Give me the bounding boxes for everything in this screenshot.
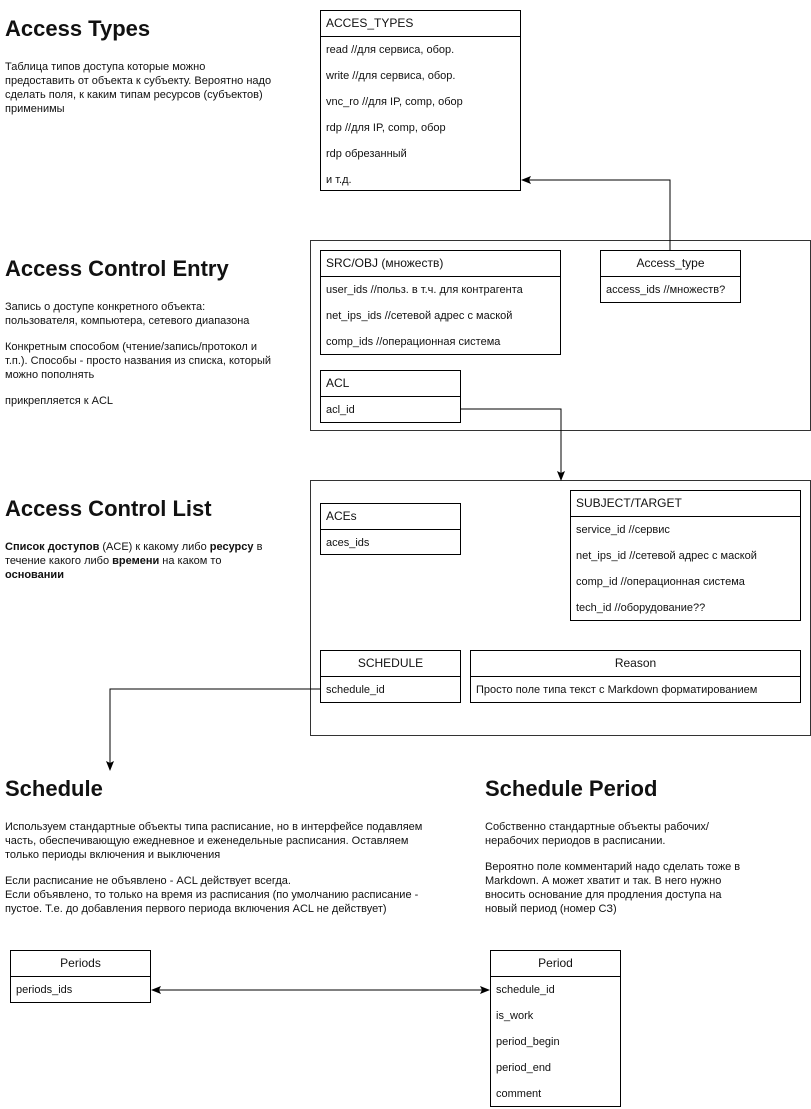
acl-desc-part-1: (ACE) к какому либо [99,541,210,553]
periods-title: Periods [11,951,150,977]
table-row: и т.д. [326,174,352,186]
schedule-period-desc-1: Собственно стандартные объекты рабочих/нерабочих периодов в расписании. [485,821,709,847]
table-row: vnc_ro //для IP, comp, обор [326,96,463,108]
table-row: rdp обрезанный [326,148,407,160]
table-row: net_ips_ids //сетевой адрес с маской [326,310,513,322]
table-row: aces_ids [326,537,370,549]
access-types-description [5,60,275,128]
table-row: period_end [496,1062,552,1074]
schedule-heading: Schedule [5,776,103,801]
acl-desc-bold-4: основании [5,569,64,581]
table-row: is_work [496,1010,534,1022]
table-row: rdp //для IP, comp, обор [326,122,446,134]
aces-table[interactable] [320,503,461,555]
table-row: access_ids //множеств? [606,284,726,296]
access-types-desc-text: Таблица типов доступа которые можно предоставить от объекта к субъекту. Вероятно надо сделать поля, к каким типам ресурсов (субъектов) применимы [5,61,272,115]
schedule-period-desc-2: Вероятно поле комментарий надо сделать тоже в Markdown. А может хватит и так. В него нужно вносить основание для продления доступа на новый период (номер СЗ) [485,861,741,915]
access-types-heading: Access Types [5,16,151,41]
ace-description [5,300,280,420]
ace-desc-2: Конкретным способом (чтение/запись/протокол и т.п.). Способы - просто названия из списка, который можно пополнять [5,341,272,381]
table-row: comment [496,1088,542,1100]
ace-desc-3: прикрепляется к ACL [5,395,114,407]
schedule-desc-2: Если расписание не объявлено - ACL действует всегда. [5,875,291,887]
acl-desc-part-2: в течение какого либо [5,541,263,567]
table-row: periods_ids [16,984,73,996]
aces-title: ACEs [321,504,460,530]
table-row: period_begin [496,1036,560,1048]
acl-desc-bold-3: времени [112,555,160,567]
access-type-title: Access_type [601,251,740,277]
access-type-table[interactable] [600,250,741,303]
acces-types-table[interactable] [320,10,521,191]
table-row: net_ips_id //сетевой адрес с маской [576,550,757,562]
table-row: Просто поле типа текст с Markdown форматированием [476,684,758,696]
table-row: comp_ids //операционная система [326,336,501,348]
reason-table[interactable] [470,650,801,703]
reason-title: Reason [471,651,800,677]
table-row: service_id //сервис [576,524,670,536]
subject-target-table[interactable] [570,490,801,621]
schedule-description [5,820,445,928]
acl-desc-bold-1: Список доступов [5,541,100,553]
schedule-title: SCHEDULE [321,651,460,677]
periods-table[interactable] [10,950,151,1003]
ace-heading: Access Control Entry [5,256,229,281]
table-row: schedule_id [496,984,555,996]
table-row: schedule_id [326,684,385,696]
period-table[interactable] [490,950,621,1107]
acces-types-title: ACCES_TYPES [321,11,520,37]
schedule-period-heading: Schedule Period [485,776,658,801]
table-row: write //для сервиса, обор. [326,70,456,82]
acl-description [5,540,265,594]
acl-title: ACL [321,371,460,397]
table-row: comp_id //операционная система [576,576,745,588]
schedule-period-description [485,820,755,928]
src-obj-title: SRC/OBJ (множеств) [321,251,560,277]
ace-desc-1: Запись о доступе конкретного объекта: пользователя, компьютера, сетевого диапазона [5,301,250,327]
schedule-desc-3: Если объявлено, то только на время из расписания (по умолчанию расписание - пустое. Т.е. до добавления первого периода включения ACL не действует) [5,889,419,915]
table-row: acl_id [326,404,355,416]
schedule-id-to-schedule-connector [110,689,320,770]
schedule-table[interactable] [320,650,461,703]
schedule-desc-1: Используем стандартные объекты типа расписание, но в интерфейсе подавляем часть, обеспечивающую ежедневное и еженедельные расписания. Оставляем только периоды включения и выключения [5,821,423,861]
acl-desc-part-3: на каком то [159,555,222,567]
period-title: Period [491,951,620,977]
acl-desc-text [5,540,265,582]
table-row: user_ids //польз. в т.ч. для контрагента [326,284,523,296]
table-row: read //для сервиса, обор. [326,44,455,56]
acl-heading: Access Control List [5,496,212,521]
acl-table[interactable] [320,370,461,423]
table-row: tech_id //оборудование?? [576,602,706,614]
acl-desc-bold-2: ресурсу [209,541,254,553]
src-obj-table[interactable] [320,250,561,355]
subject-target-title: SUBJECT/TARGET [571,491,800,517]
